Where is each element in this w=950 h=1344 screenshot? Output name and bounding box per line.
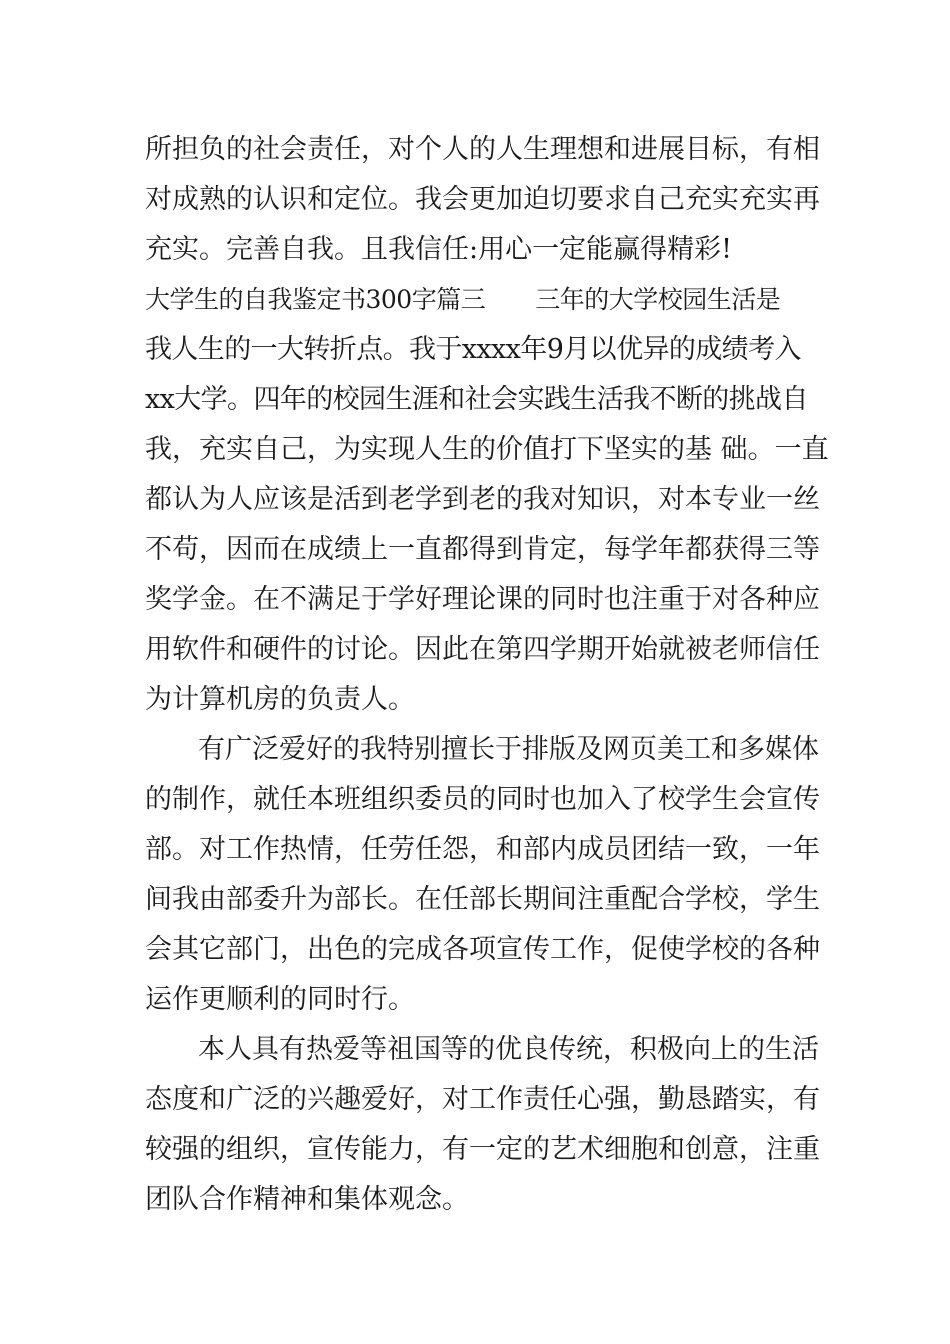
paragraph-2-line-8: 为计算机房的负责人。 <box>145 684 415 715</box>
paragraph-3-line-3: 部。对工作热情，任劳任怨，和部内成员团结一致，一年 <box>145 834 820 865</box>
paragraph-4-line-2: 态度和广泛的兴趣爱好，对工作责任心强，勤恳踏实，有 <box>145 1084 820 1115</box>
paragraph-1-line-2: 对成熟的认识和定位。我会更加迫切要求自己充实充实再 <box>145 184 820 215</box>
paragraph-3-line-6: 运作更顺利的同时行。 <box>145 984 415 1015</box>
paragraph-3-line-5: 会其它部门，出色的完成各项宣传工作，促使学校的各种 <box>145 934 820 965</box>
paragraph-3-line-4: 间我由部委升为部长。在任部长期间注重配合学校，学生 <box>145 884 820 915</box>
paragraph-2-line-4: 都认为人应该是活到老学到老的我对知识，对本专业一丝 <box>145 484 820 515</box>
paragraph-3-line-2: 的制作，就任本班组织委员的同时也加入了校学生会宣传 <box>145 784 820 815</box>
paragraph-2-line-2: xx大学。四年的校园生涯和社会实践生活我不断的挑战自 <box>145 384 808 415</box>
paragraph-2-line-6: 奖学金。在不满足于学好理论课的同时也注重于对各种应 <box>145 584 820 615</box>
section-heading-line <box>145 280 815 320</box>
paragraph-2-first-line-rest: 三年的大学校园生活是 <box>535 285 781 314</box>
paragraph-2-line-1: 我人生的一大转折点。我于xxxx年9月以优异的成绩考入 <box>145 334 801 365</box>
paragraph-3-line-1: 有广泛爱好的我特别擅长于排版及网页美工和多媒体 <box>198 734 819 765</box>
paragraph-2-line-3: 我，充实自己，为实现人生的价值打下坚实的基 础。一直 <box>145 434 829 465</box>
paragraph-2-line-7: 用软件和硬件的讨论。因此在第四学期开始就被老师信任 <box>145 634 820 665</box>
section-heading: 大学生的自我鉴定书300字篇三 <box>145 285 486 314</box>
paragraph-4-line-1: 本人具有热爱等祖国等的优良传统，积极向上的生活 <box>198 1034 819 1065</box>
paragraph-4-line-3: 较强的组织，宣传能力，有一定的艺术细胞和创意，注重 <box>145 1134 820 1165</box>
paragraph-1-line-1: 所担负的社会责任，对个人的人生理想和进展目标，有相 <box>145 134 820 165</box>
paragraph-4-line-4: 团队合作精神和集体观念。 <box>145 1184 469 1215</box>
paragraph-2-line-5: 不苟，因而在成绩上一直都得到肯定，每学年都获得三等 <box>145 534 820 565</box>
paragraph-1-line-3: 充实。完善自我。且我信任:用心一定能赢得精彩! <box>145 234 732 265</box>
